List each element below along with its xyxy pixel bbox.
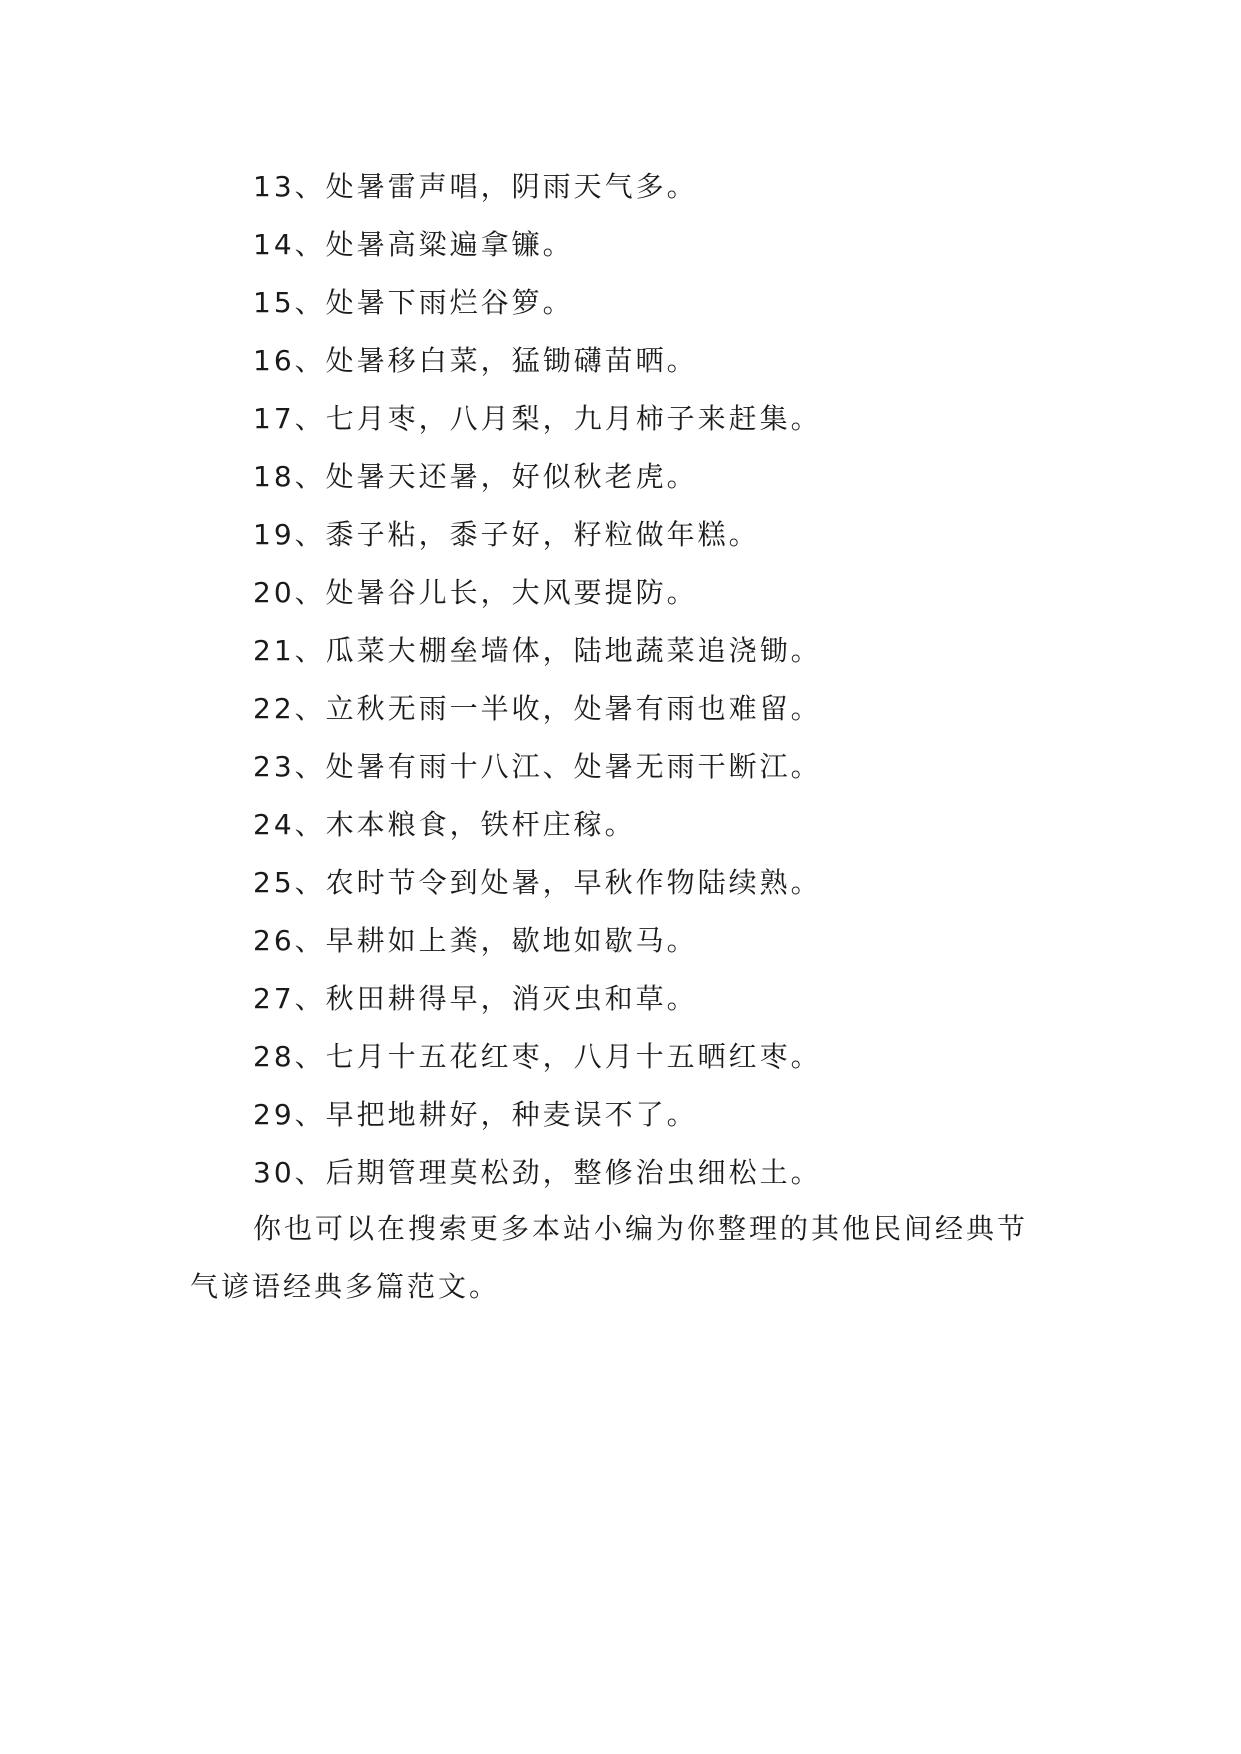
list-item: 16、处暑移白菜，猛锄礴苗晒。 — [253, 344, 698, 377]
list-item: 17、七月枣，八月梨，九月柿子来赶集。 — [253, 402, 822, 435]
list-item: 29、早把地耕好，种麦误不了。 — [253, 1098, 698, 1131]
list-item: 21、瓜菜大棚垒墙体，陆地蔬菜追浇锄。 — [253, 634, 822, 667]
list-item: 23、处暑有雨十八江、处暑无雨干断江。 — [253, 750, 822, 783]
list-item: 28、七月十五花红枣，八月十五晒红枣。 — [253, 1040, 822, 1073]
list-item: 20、处暑谷儿长，大风要提防。 — [253, 576, 698, 609]
list-item: 26、早耕如上粪，歇地如歇马。 — [253, 924, 698, 957]
list-item: 14、处暑高粱遍拿镰。 — [253, 228, 574, 261]
list-item: 24、木本粮食，铁杆庄稼。 — [253, 808, 636, 841]
list-item: 27、秋田耕得早，消灭虫和草。 — [253, 982, 698, 1015]
list-item: 18、处暑天还暑，好似秋老虎。 — [253, 460, 698, 493]
proverb-list — [190, 158, 1050, 1202]
list-item: 15、处暑下雨烂谷箩。 — [253, 286, 574, 319]
closing-paragraph: 你也可以在搜索更多本站小编为你整理的其他民间经典节气谚语经典多篇范文。 — [190, 1212, 1029, 1303]
list-item: 19、黍子粘，黍子好，籽粒做年糕。 — [253, 518, 760, 551]
list-item: 13、处暑雷声唱，阴雨天气多。 — [253, 170, 698, 203]
list-item: 22、立秋无雨一半收，处暑有雨也难留。 — [253, 692, 822, 725]
list-item: 25、农时节令到处暑，早秋作物陆续熟。 — [253, 866, 822, 899]
list-item: 30、后期管理莫松劲，整修治虫细松土。 — [253, 1156, 822, 1189]
